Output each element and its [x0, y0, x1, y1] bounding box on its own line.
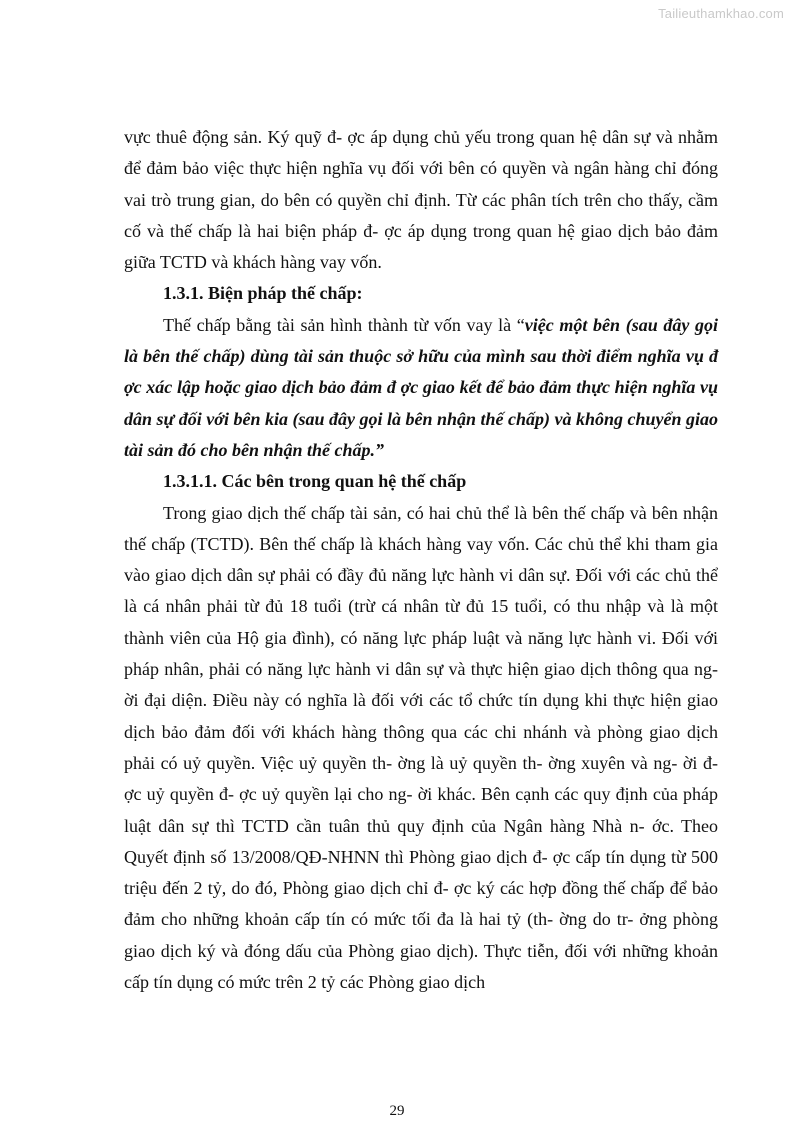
document-body — [124, 122, 718, 998]
paragraph-2-quote: việc một bên (sau đây gọi là bên thế chấp) dùng tài sản thuộc sở hữu của mình sau thời điểm nghĩa vụ đ ợc xác lập hoặc giao dịch bảo đảm đ ợc giao kết để bảo đảm thực hiện nghĩa vụ dân sự đối với bên kia (sau đây gọi là bên nhận thế chấp) và không chuyển giao tài sản đó cho bên nhận thế chấp.” — [124, 314, 718, 460]
paragraph-3: Trong giao dịch thế chấp tài sản, có hai chủ thể là bên thế chấp và bên nhận thế chấp (TCTD). Bên thế chấp là khách hàng vay vốn. Các chủ thể khi tham gia vào giao dịch dân sự phải có đầy đủ năng lực hành vi dân sự. Đối với các chủ thể là cá nhân phải từ đủ 18 tuổi (trừ cá nhân từ đủ 15 tuổi, có thu nhập và là một thành viên của Hộ gia đình), có năng lực pháp luật và năng lực hành vi. Đối với pháp nhân, phải có năng lực hành vi dân sự và thực hiện giao dịch thông qua ng- ời đại diện. Điều này có nghĩa là đối với các tổ chức tín dụng khi thực hiện giao dịch bảo đảm đối với khách hàng thông qua các chi nhánh và phòng giao dịch phải có uỷ quyền. Việc uỷ quyền th- ờng là uỷ quyền th- ờng xuyên và ng- ời đ- ợc uỷ quyền đ- ợc uỷ quyền lại cho ng- ời khác. Bên cạnh các quy định của pháp luật dân sự thì TCTD cần tuân thủ quy định của Ngân hàng Nhà n- ớc. Theo Quyết định số 13/2008/QĐ-NHNN thì Phòng giao dịch đ- ợc cấp tín dụng từ 500 triệu đến 2 tỷ, do đó, Phòng giao dịch chỉ đ- ợc ký các hợp đồng thế chấp để bảo đảm cho những khoản cấp tín có mức tối đa là hai tỷ (th- ờng do tr- ởng phòng giao dịch ký và đóng dấu của Phòng giao dịch). Thực tiễn, đối với những khoản cấp tín dụng có mức trên 2 tỷ các Phòng giao dịch — [124, 502, 718, 993]
heading-1-3-1-1: 1.3.1.1. Các bên trong quan hệ thế chấp — [163, 471, 467, 492]
paragraph-2 — [124, 310, 718, 466]
paragraph-2-lead: Thế chấp bằng tài sản hình thành từ vốn vay là “ — [163, 314, 525, 335]
watermark: Tailieuthamkhao.com — [658, 6, 784, 21]
page-number: 29 — [389, 1103, 405, 1119]
paragraph-1: vực thuê động sản. Ký quỹ đ- ợc áp dụng chủ yếu trong quan hệ dân sự và nhằm để đảm bảo việc thực hiện nghĩa vụ đối với bên có quyền và ngân hàng chỉ đóng vai trò trung gian, do bên có quyền chỉ định. Từ các phân tích trên cho thấy, cầm cố và thế chấp là hai biện pháp đ- ợc áp dụng trong quan hệ giao dịch bảo đảm giữa TCTD và khách hàng vay vốn. — [124, 127, 718, 273]
heading-1-3-1: 1.3.1. Biện pháp thế chấp: — [163, 283, 363, 304]
